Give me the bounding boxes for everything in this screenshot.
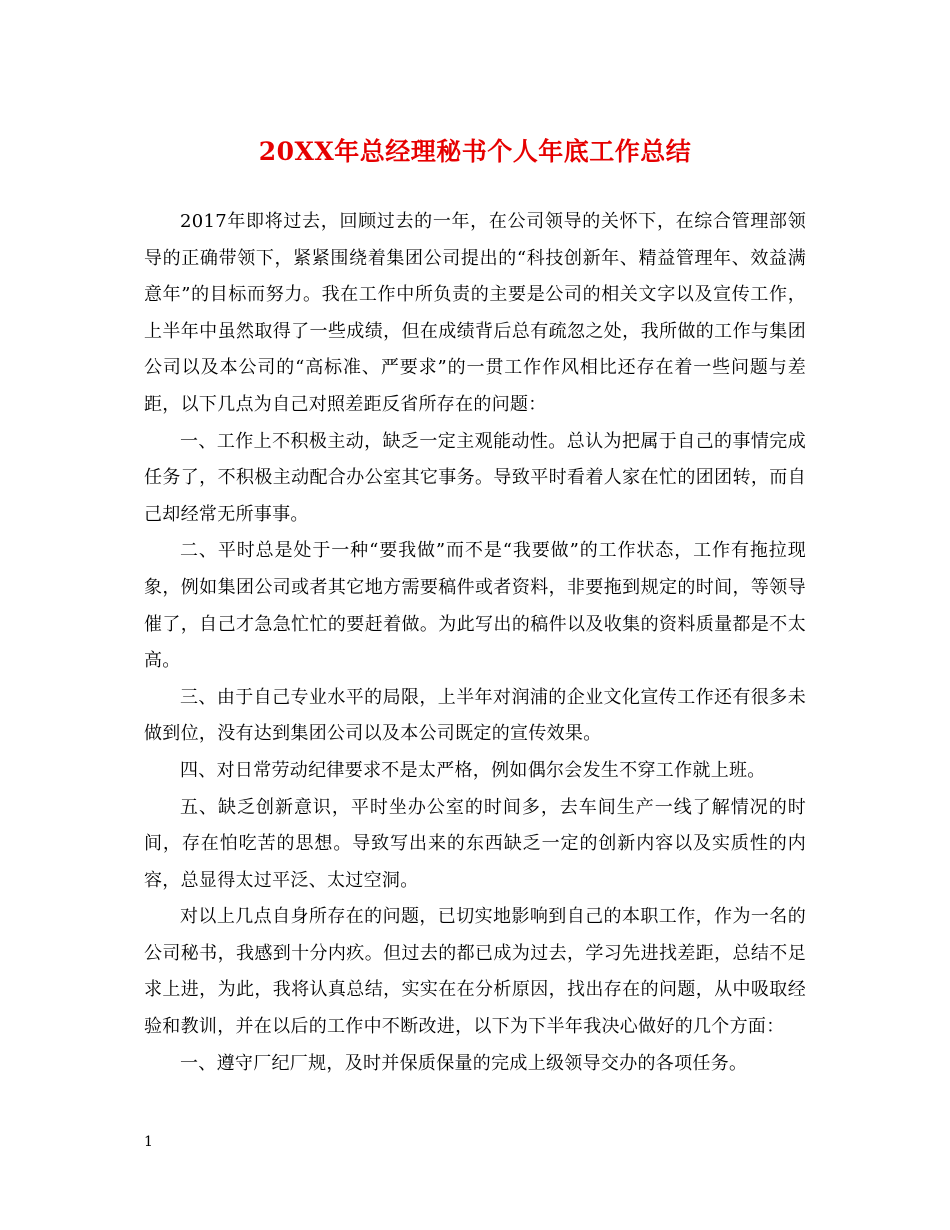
paragraph-problem-5: 五、缺乏创新意识，平时坐办公室的时间多，去车间生产一线了解情况的时间，存在怕吃苦的思想。导致写出来的东西缺乏一定的创新内容以及实质性的内容，总显得太过平泛、太过空洞。 (144, 796, 806, 891)
paragraph-problem-2: 二、平时总是处于一种“要我做”而不是“我要做”的工作状态，工作有拖拉现象，例如集团公司或者其它地方需要稿件或者资料，非要拖到规定的时间，等领导催了，自己才急急忙忙的要赶着做。为此写出的稿件以及收集的资料质量都是不太高。 (144, 540, 806, 672)
paragraph-reflection: 对以上几点自身所存在的问题，已切实地影响到自己的本职工作，作为一名的公司秘书，我感到十分内疚。但过去的都已成为过去，学习先进找差距，总结不足求上进，为此，我将认真总结，实实在在分析原因，找出存在的问题，从中吸取经验和教训，并在以后的工作中不断改进，以下为下半年我决心做好的几个方面： (144, 906, 806, 1038)
paragraph-intro: 2017年即将过去，回顾过去的一年，在公司领导的关怀下，在综合管理部领导的正确带领下，紧紧围绕着集团公司提出的“科技创新年、精益管理年、效益满意年”的目标而努力。我在工作中所负责的主要是公司的相关文字以及宣传工作，上半年中虽然取得了一些成绩，但在成绩背后总有疏忽之处，我所做的工作与集团公司以及本公司的“高标准、严要求”的一贯工作作风相比还存在着一些问题与差距，以下几点为自己对照差距反省所存在的问题： (144, 211, 806, 415)
document-title: 20XX年总经理秘书个人年底工作总结 (258, 137, 692, 166)
paragraph-plan-1: 一、遵守厂纪厂规，及时并保质保量的完成上级领导交办的各项任务。 (180, 1052, 748, 1074)
paragraph-problem-4: 四、对日常劳动纪律要求不是太严格，例如偶尔会发生不穿工作就上班。 (180, 759, 766, 781)
paragraph-problem-1: 一、工作上不积极主动，缺乏一定主观能动性。总认为把属于自己的事情完成任务了，不积极主动配合办公室其它事务。导致平时看着人家在忙的团团转，而自己却经常无所事事。 (144, 430, 806, 525)
paragraph-problem-3: 三、由于自己专业水平的局限，上半年对润浦的企业文化宣传工作还有很多未做到位，没有达到集团公司以及本公司既定的宣传效果。 (144, 686, 806, 745)
page-number: 1 (144, 1134, 153, 1150)
document-body (144, 204, 806, 1082)
